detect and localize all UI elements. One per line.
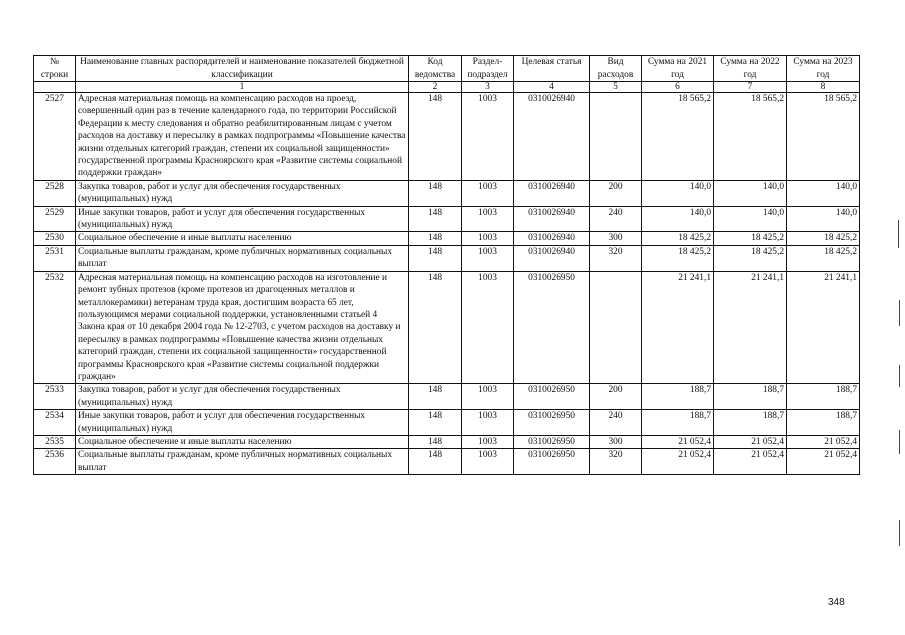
row-expense-kind: 320 [590,449,642,475]
row-target-article: 0310026950 [514,271,590,384]
row-expense-kind: 200 [590,180,642,206]
row-sum-2021: 21 052,4 [642,449,714,475]
row-target-article: 0310026950 [514,384,590,410]
row-section: 1003 [462,180,514,206]
row-sum-2023: 21 052,4 [787,449,860,475]
row-sum-2022: 21 052,4 [714,449,787,475]
row-sum-2023: 21 241,1 [787,271,860,384]
column-number: 8 [787,82,860,93]
column-number: 2 [409,82,462,93]
row-target-article: 0310026940 [514,245,590,271]
row-name: Социальные выплаты гражданам, кроме публичных нормативных социальных выплат [76,449,409,475]
row-target-article: 0310026940 [514,232,590,245]
row-number: 2532 [34,271,76,384]
row-sum-2023: 18 425,2 [787,245,860,271]
header-section: Раздел-подраздел [462,56,514,82]
row-sum-2021: 188,7 [642,384,714,410]
row-dept-code: 148 [409,206,462,232]
row-number: 2528 [34,180,76,206]
row-sum-2022: 140,0 [714,206,787,232]
row-target-article: 0310026940 [514,206,590,232]
row-expense-kind: 240 [590,410,642,436]
header-name: Наименование главных распорядителей и наименование показателей бюджетной классификации [76,56,409,82]
row-sum-2022: 18 565,2 [714,93,787,181]
table-row [34,232,860,245]
header-row [34,56,860,82]
row-dept-code: 148 [409,384,462,410]
row-dept-code: 148 [409,435,462,448]
row-expense-kind [590,93,642,181]
table-row [34,180,860,206]
row-section: 1003 [462,93,514,181]
row-sum-2023: 188,7 [787,384,860,410]
row-dept-code: 148 [409,93,462,181]
row-name: Социальное обеспечение и иные выплаты населению [76,435,409,448]
row-sum-2021: 140,0 [642,206,714,232]
row-name: Иные закупки товаров, работ и услуг для обеспечения государственных (муниципальных) нужд [76,206,409,232]
row-sum-2023: 18 425,2 [787,232,860,245]
row-sum-2022: 21 241,1 [714,271,787,384]
row-name: Социальное обеспечение и иные выплаты населению [76,232,409,245]
row-expense-kind: 300 [590,435,642,448]
row-name: Социальные выплаты гражданам, кроме публичных нормативных социальных выплат [76,245,409,271]
header-dept-code: Код ведомства [409,56,462,82]
row-sum-2021: 18 565,2 [642,93,714,181]
row-target-article: 0310026950 [514,410,590,436]
row-sum-2021: 18 425,2 [642,245,714,271]
row-section: 1003 [462,271,514,384]
row-target-article: 0310026950 [514,435,590,448]
column-number: 4 [514,82,590,93]
row-section: 1003 [462,435,514,448]
row-number: 2536 [34,449,76,475]
row-target-article: 0310026940 [514,93,590,181]
row-expense-kind [590,271,642,384]
table-row [34,206,860,232]
row-sum-2021: 140,0 [642,180,714,206]
column-number-empty [34,82,76,93]
table-row [34,435,860,448]
header-expense-kind: Вид расходов [590,56,642,82]
row-name: Адресная материальная помощь на компенсацию расходов на изготовление и ремонт зубных протезов (кроме протезов из драгоценных металлов и металлокерамики) ветеранам труда края, достигшим возраста 65 лет, пользующимся мерами социальной поддержки, установленными статьей 4 Закона края от 10 декабря 2004 года № 12-2703, с учетом расходов на доставку и пересылку в рамках подпрограммы «Повышение качества жизни отдельных категорий граждан, степени их социальной защищенности» государственной программы Красноярского края «Развитие системы социальной поддержки граждан» [76,271,409,384]
column-number-row [34,82,860,93]
row-section: 1003 [462,206,514,232]
row-dept-code: 148 [409,245,462,271]
row-sum-2021: 18 425,2 [642,232,714,245]
row-sum-2021: 21 052,4 [642,435,714,448]
budget-table-container [33,55,860,475]
row-sum-2021: 188,7 [642,410,714,436]
table-row [34,410,860,436]
header-target-article: Целевая статья [514,56,590,82]
row-expense-kind: 240 [590,206,642,232]
table-row [34,245,860,271]
row-sum-2023: 140,0 [787,206,860,232]
row-number: 2529 [34,206,76,232]
row-dept-code: 148 [409,271,462,384]
table-row [34,93,860,181]
table-row [34,384,860,410]
row-expense-kind: 320 [590,245,642,271]
header-sum-2022: Сумма на 2022 год [714,56,787,82]
row-section: 1003 [462,384,514,410]
row-number: 2535 [34,435,76,448]
row-name: Адресная материальная помощь на компенсацию расходов на проезд, совершенный один раз в течение календарного года, по территории Российской Федерации к месту следования и обратно реабилитированным лицам с учетом расходов на доставку и пересылку в рамках подпрограммы «Повышение качества жизни отдельных категорий граждан, степени их социальной защищенности» государственной программы Красноярского края «Развитие системы социальной поддержки граждан» [76,93,409,181]
row-expense-kind: 200 [590,384,642,410]
column-number: 5 [590,82,642,93]
row-name: Иные закупки товаров, работ и услуг для обеспечения государственных (муниципальных) нужд [76,410,409,436]
row-sum-2022: 140,0 [714,180,787,206]
row-number: 2533 [34,384,76,410]
row-number: 2527 [34,93,76,181]
table-row [34,449,860,475]
row-sum-2023: 21 052,4 [787,435,860,448]
row-sum-2022: 18 425,2 [714,232,787,245]
row-sum-2023: 188,7 [787,410,860,436]
column-number: 1 [76,82,409,93]
column-number: 6 [642,82,714,93]
row-expense-kind: 300 [590,232,642,245]
row-section: 1003 [462,449,514,475]
scan-edge-mark [899,430,900,454]
row-name: Закупка товаров, работ и услуг для обеспечения государственных (муниципальных) нужд [76,180,409,206]
row-dept-code: 148 [409,449,462,475]
row-target-article: 0310026940 [514,180,590,206]
header-row-number: № строки [34,56,76,82]
row-section: 1003 [462,232,514,245]
row-sum-2022: 18 425,2 [714,245,787,271]
row-dept-code: 148 [409,180,462,206]
row-section: 1003 [462,245,514,271]
row-number: 2531 [34,245,76,271]
row-sum-2021: 21 241,1 [642,271,714,384]
row-name: Закупка товаров, работ и услуг для обеспечения государственных (муниципальных) нужд [76,384,409,410]
scan-edge-mark [898,220,899,248]
row-sum-2022: 188,7 [714,410,787,436]
row-number: 2534 [34,410,76,436]
budget-table [33,55,860,475]
header-sum-2021: Сумма на 2021 год [642,56,714,82]
row-dept-code: 148 [409,232,462,245]
row-sum-2022: 21 052,4 [714,435,787,448]
row-number: 2530 [34,232,76,245]
row-sum-2023: 18 565,2 [787,93,860,181]
row-section: 1003 [462,410,514,436]
row-sum-2022: 188,7 [714,384,787,410]
row-target-article: 0310026950 [514,449,590,475]
row-dept-code: 148 [409,410,462,436]
column-number: 7 [714,82,787,93]
table-row [34,271,860,384]
scan-edge-mark [899,365,900,387]
column-number: 3 [462,82,514,93]
scan-edge-mark [899,520,900,546]
header-sum-2023: Сумма на 2023 год [787,56,860,82]
page-number: 348 [828,597,845,608]
row-sum-2023: 140,0 [787,180,860,206]
scan-edge-mark [899,300,900,326]
